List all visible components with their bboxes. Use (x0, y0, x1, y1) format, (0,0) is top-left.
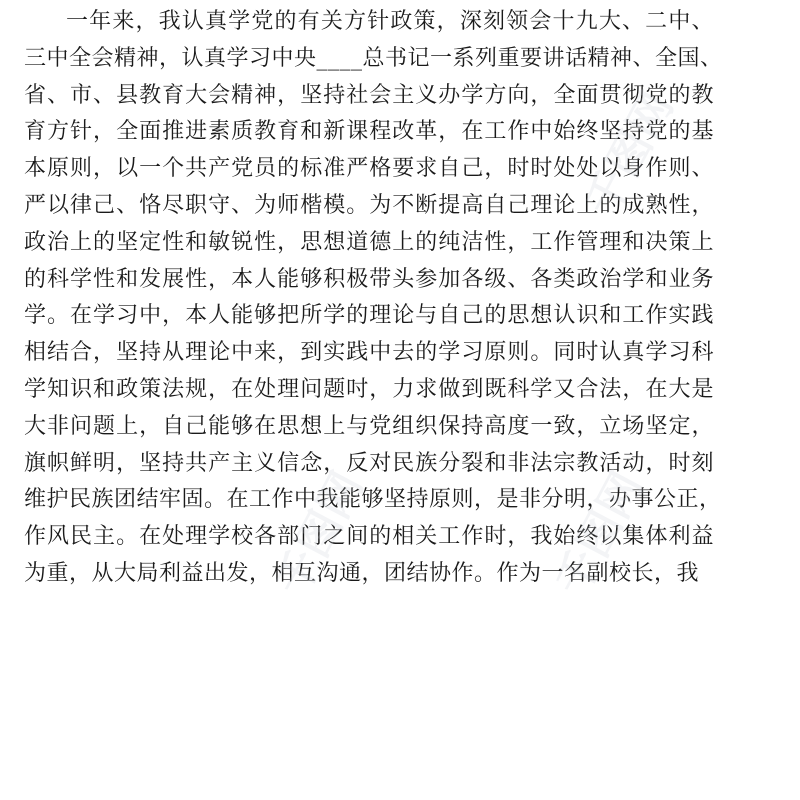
paragraph-line: 省、市、县教育大会精神，坚持社会主义办学方向，全面贯彻党的教 (24, 82, 714, 108)
watermark: 千图网 (266, 463, 374, 605)
paragraph-line: 维护民族团结牢固。在工作中我能够坚持原则，是非分明，办事公正， (24, 487, 722, 513)
watermark: 千图网 (546, 463, 654, 605)
paragraph-line: 政治上的坚定性和敏锐性，思想道德上的纯洁性，工作管理和决策上 (24, 229, 714, 255)
paragraph-line: 相结合，坚持从理论中来，到实践中去的学习原则。同时认真学习科 (24, 340, 714, 366)
paragraph-line: 旗帜鲜明，坚持共产主义信念，反对民族分裂和非法宗教活动，时刻 (24, 450, 714, 476)
paragraph-line: 严以律己、恪尽职守、为师楷模。为不断提高自己理论上的成熟性， (24, 192, 714, 218)
paragraph-line: 为重，从大局利益出发，相互沟通，团结协作。作为一名副校长，我 (24, 560, 700, 586)
paragraph-line: 本原则，以一个共产党员的标准严格要求自己，时时处处以身作则、 (24, 156, 714, 182)
watermark: 千图网 (576, 83, 684, 225)
document-body (24, 4, 723, 593)
paragraph-line: 作风民主。在处理学校各部门之间的相关工作时，我始终以集体利益 (24, 524, 714, 550)
paragraph-line: 学知识和政策法规，在处理问题吋，力求做到既科学又合法，在大是 (24, 376, 714, 402)
paragraph-line: 大非问题上，自己能够在思想上与党组织保持高度一致，立场坚定， (24, 413, 714, 439)
paragraph-line: 的科学性和发展性，本人能够积极带头参加各级、各类政治学和业务 (24, 266, 714, 292)
paragraph-line: 三中全会精神，认真学习中央____总书记一系列重要讲话精神、全国、 (24, 45, 723, 71)
paragraph-line: 学。在学习中，本人能够把所学的理论与自己的思想认识和工作实践 (24, 303, 714, 329)
paragraph-line: 一年来，我认真学党的有关方针政策，深刻领会十九大、二中、 (66, 9, 714, 34)
paragraph-line: 育方针，全面推进素质教育和新课程改革，在工作中始终坚持党的基 (24, 119, 714, 145)
